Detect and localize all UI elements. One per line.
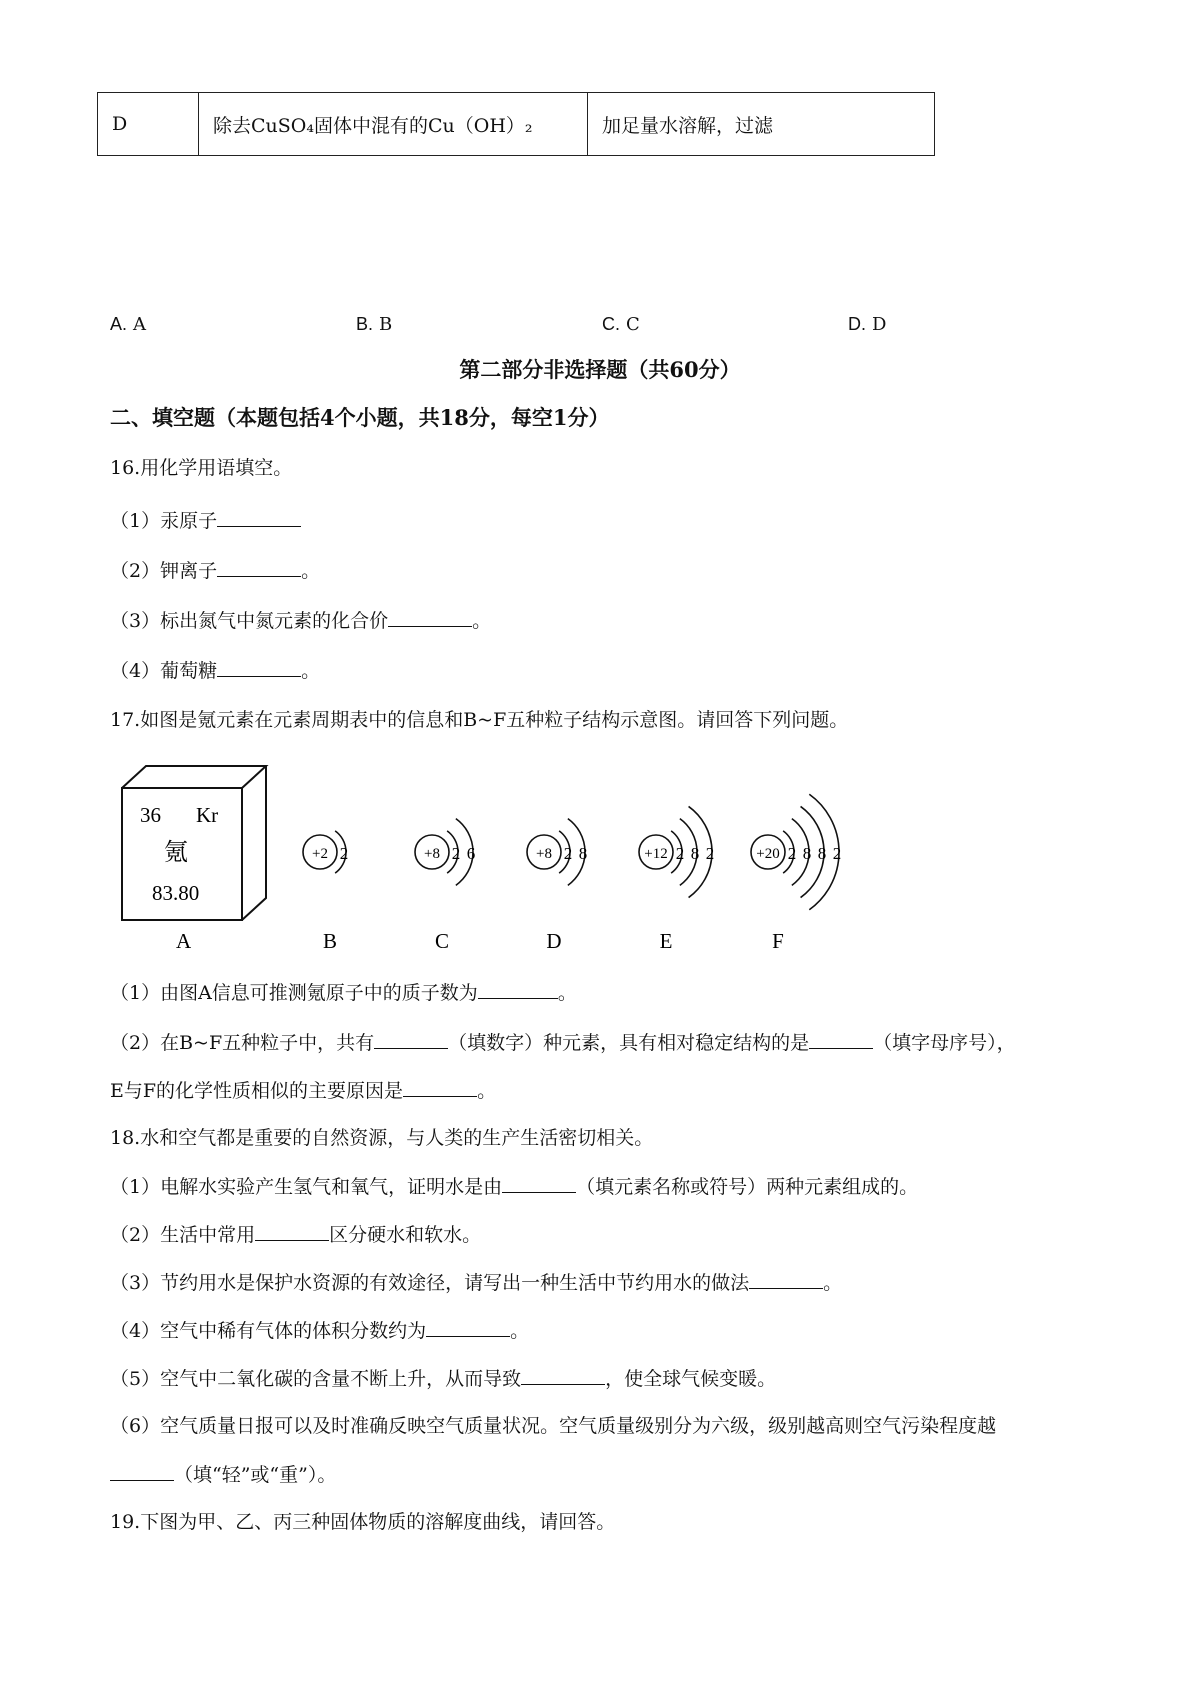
choice-letter: C. — [602, 314, 620, 334]
particle-label: F — [772, 929, 784, 950]
q18-stem: 18.水和空气都是重要的自然资源，与人类的生产生活密切相关。 — [110, 1127, 654, 1149]
nucleus-charge: +12 — [644, 846, 668, 862]
element-mass: 83.80 — [152, 881, 200, 905]
nucleus-charge: +2 — [312, 846, 328, 862]
q17-line-2 — [110, 1030, 1016, 1055]
part-title: 第二部分非选择题（共60分） — [459, 357, 741, 382]
particle-c — [415, 819, 475, 950]
label-a: A — [176, 929, 192, 950]
choice-text: C — [626, 314, 640, 335]
q16-item-2 — [110, 558, 320, 583]
element-symbol: Kr — [196, 803, 219, 827]
electron-count: 2 — [832, 844, 842, 863]
q18-line-2-b: 区分硬水和软水。 — [329, 1224, 482, 1246]
answer-blank[interactable] — [388, 608, 472, 627]
q17-line-1-end: 。 — [557, 982, 577, 1004]
q18-line-3-b: 。 — [823, 1272, 843, 1294]
q18-line-5 — [110, 1366, 776, 1391]
q18-line-5-a: （5）空气中二氧化碳的含量不断上升，从而导致 — [110, 1368, 522, 1390]
row-method: 加足量水溶解，过滤 — [588, 93, 935, 156]
q18-line-5-b: ，使全球气候变暖。 — [605, 1368, 777, 1390]
electron-count: 8 — [817, 844, 827, 863]
nucleus-charge: +8 — [536, 846, 552, 862]
answer-blank[interactable] — [217, 558, 301, 577]
electron-count: 2 — [563, 844, 573, 863]
q17-line-3-a: E与F的化学性质相似的主要原因是 — [110, 1080, 404, 1102]
choice-text: A — [133, 314, 147, 335]
q18-line-1-b: （填元素名称或符号）两种元素组成的。 — [576, 1176, 919, 1198]
q18-line-4-b: 。 — [510, 1320, 530, 1342]
answer-blank[interactable] — [478, 980, 558, 999]
q16-stem: 16.用化学用语填空。 — [110, 457, 293, 479]
particle-label: D — [546, 929, 562, 950]
element-number: 36 — [140, 803, 161, 827]
element-name: 氪 — [164, 840, 188, 866]
q16-item-3-end: 。 — [472, 610, 492, 632]
particle-f — [751, 794, 841, 950]
answer-blank[interactable] — [426, 1318, 510, 1337]
table-row — [98, 93, 935, 156]
answer-blank[interactable] — [502, 1174, 576, 1193]
electron-count: 8 — [802, 844, 812, 863]
answer-blank[interactable] — [217, 508, 301, 527]
choice-b[interactable] — [356, 312, 392, 337]
q18-line-6: （6）空气质量日报可以及时准确反映空气质量状况。空气质量级别分为六级，级别越高则空气污染程度越 — [110, 1415, 997, 1437]
q16-item-3-text: （3）标出氮气中氮元素的化合价 — [110, 610, 389, 632]
answer-blank[interactable] — [217, 658, 301, 677]
q17-line-2-b: （填数字）种元素，具有相对稳定结构的是 — [448, 1032, 810, 1054]
q18-line-7 — [110, 1462, 336, 1487]
answer-blank[interactable] — [403, 1078, 477, 1097]
choice-letter: A. — [110, 314, 128, 334]
q18-line-4 — [110, 1318, 529, 1343]
q17-line-2-a: （2）在B~F五种粒子中，共有 — [110, 1032, 375, 1054]
electron-count: 2 — [451, 844, 461, 863]
answer-blank[interactable] — [749, 1270, 823, 1289]
row-goal: 除去CuSO₄固体中混有的Cu（OH）₂ — [199, 93, 588, 156]
electron-count: 2 — [787, 844, 797, 863]
q18-line-1 — [110, 1174, 918, 1199]
q18-line-2 — [110, 1222, 481, 1247]
q16-item-3 — [110, 608, 491, 633]
electron-count: 8 — [690, 844, 700, 863]
q17-stem: 17.如图是氪元素在元素周期表中的信息和B~F五种粒子结构示意图。请回答下列问题。 — [110, 709, 849, 731]
particle-e — [639, 806, 714, 950]
choice-letter: D. — [848, 314, 866, 334]
section-title: 二、填空题（本题包括4个小题，共18分，每空1分） — [110, 405, 610, 430]
q17-line-1-text: （1）由图A信息可推测氪原子中的质子数为 — [110, 982, 478, 1004]
particle-label: E — [659, 929, 673, 950]
q18-line-3 — [110, 1270, 842, 1295]
answer-blank[interactable] — [809, 1030, 873, 1049]
electron-count: 8 — [578, 844, 588, 863]
choice-a[interactable] — [110, 312, 146, 337]
answer-blank[interactable] — [521, 1366, 605, 1385]
choice-d[interactable] — [848, 312, 886, 337]
particle-label: B — [322, 929, 338, 950]
q18-line-7-text: （填“轻”或“重”）。 — [174, 1464, 337, 1486]
row-label: D — [98, 93, 199, 156]
particle-label: C — [434, 929, 450, 950]
q19-stem: 19.下图为甲、乙、丙三种固体物质的溶解度曲线，请回答。 — [110, 1511, 616, 1533]
q17-line-1 — [110, 980, 577, 1005]
q16-item-1 — [110, 508, 301, 533]
electron-count: 2 — [339, 844, 349, 863]
choice-c[interactable] — [602, 312, 640, 337]
particle-b — [303, 831, 348, 950]
options-table — [97, 92, 935, 156]
q16-item-2-end: 。 — [301, 560, 321, 582]
choice-text: D — [872, 314, 887, 335]
q17-line-2-c: （填字母序号）， — [873, 1032, 1016, 1054]
q18-line-3-a: （3）节约用水是保护水资源的有效途径，请写出一种生活中节约用水的做法 — [110, 1272, 750, 1294]
electron-count: 2 — [675, 844, 685, 863]
q17-line-3-b: 。 — [477, 1080, 497, 1102]
answer-blank[interactable] — [110, 1462, 174, 1481]
nucleus-charge: +8 — [424, 846, 440, 862]
electron-count: 2 — [705, 844, 715, 863]
q16-item-2-text: （2）钾离子 — [110, 560, 218, 582]
q16-item-4-end: 。 — [301, 660, 321, 682]
nucleus-charge: +20 — [756, 846, 780, 862]
q16-item-1-text: （1）汞原子 — [110, 510, 218, 532]
electron-count: 6 — [466, 844, 476, 863]
choice-letter: B. — [356, 314, 374, 334]
q18-line-1-a: （1）电解水实验产生氢气和氧气，证明水是由 — [110, 1176, 503, 1198]
answer-blank[interactable] — [255, 1222, 329, 1241]
particle-d — [527, 819, 587, 950]
answer-blank[interactable] — [374, 1030, 448, 1049]
atomic-structure-figure — [110, 760, 890, 950]
q16-item-4-text: （4）葡萄糖 — [110, 660, 218, 682]
q18-line-2-a: （2）生活中常用 — [110, 1224, 256, 1246]
q18-line-4-a: （4）空气中稀有气体的体积分数约为 — [110, 1320, 427, 1342]
choice-text: B — [379, 314, 393, 335]
q17-line-3 — [110, 1078, 496, 1103]
q16-item-4 — [110, 658, 320, 683]
